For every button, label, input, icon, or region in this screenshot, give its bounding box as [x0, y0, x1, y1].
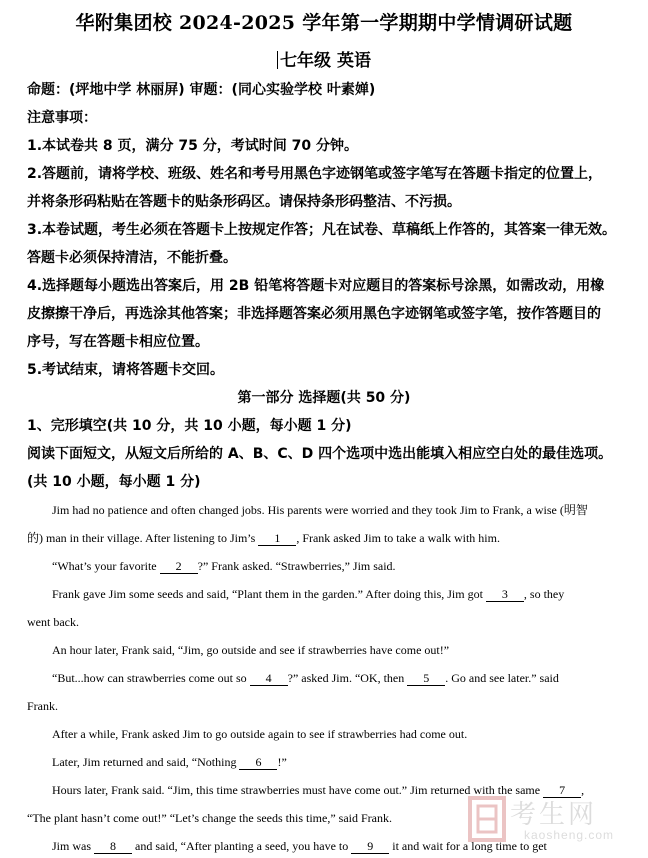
notice-line: 皮擦擦干净后，再选涂其他答案；非选择题答案必须用黑色字迹钢笔或签字笔，按作答题目的 — [27, 306, 601, 322]
passage-text: 的) man in their village. After listening to Jim’s — [27, 531, 259, 545]
passage-line — [52, 558, 638, 574]
blank-6: 6 — [239, 756, 277, 770]
blank-9: 9 — [351, 840, 389, 854]
subtitle-text: 七年级 英语 — [280, 51, 371, 71]
passage-line — [27, 530, 613, 546]
notice-line: 4.选择题每小题选出答案后，用 2B 铅笔将答题卡对应题目的答案标号涂黑，如需改动，用橡 — [27, 278, 605, 294]
notice-line: 2.答题前，请将学校、班级、姓名和考号用黑色字迹钢笔或签字笔写在答题卡指定的位置上， — [27, 166, 603, 182]
passage-line: went back. — [27, 615, 79, 629]
watermark — [468, 794, 638, 850]
instruction-line: 阅读下面短文，从短文后所给的 A、B、C、D 四个选项中选出能填入相应空白处的最佳选项。 — [27, 446, 613, 462]
blank-5: 5 — [407, 672, 445, 686]
passage-text: Jim was — [52, 839, 94, 853]
exam-subtitle — [0, 46, 648, 71]
notice-heading: 注意事项： — [27, 110, 97, 126]
passage-text: ?” asked Jim. “OK, then — [287, 671, 408, 685]
notice-line: 序号，写在答题卡相应位置。 — [27, 334, 209, 350]
passage-text: Hours later, Frank said. “Jim, this time strawberries must have come out.” Jim returned with the same — [52, 783, 544, 797]
passage-line: Jim had no patience and often changed jobs. His parents were worried and they took Jim to Frank, a wise (明智 — [52, 503, 588, 517]
passage-text: ?” Frank asked. “Strawberries,” Jim said. — [197, 559, 396, 573]
section-heading: 第一部分 选择题(共 50 分) — [237, 390, 411, 406]
watermark-logo-icon — [468, 796, 506, 842]
passage-line — [52, 670, 638, 686]
passage-text: Frank gave Jim some seeds and said, “Plant them in the garden.” After doing this, Jim got — [52, 587, 486, 601]
notice-line: 答题卡必须保持清洁，不能折叠。 — [27, 250, 237, 266]
part-title: 1、完形填空(共 10 分，共 10 小题，每小题 1 分) — [27, 418, 352, 434]
blank-2: 2 — [160, 560, 198, 574]
passage-line — [52, 586, 638, 602]
watermark-text: 考生网 — [510, 800, 598, 830]
passage-text: Later, Jim returned and said, “Nothing — [52, 755, 240, 769]
blank-7: 7 — [543, 784, 581, 798]
passage-text: !” — [277, 755, 287, 769]
passage-text: , — [581, 783, 585, 797]
passage-text: “But...how can strawberries come out so — [52, 671, 250, 685]
passage-line: An hour later, Frank said, “Jim, go outside and see if strawberries have come out!” — [52, 643, 450, 657]
text-cursor — [277, 51, 278, 69]
notice-line: 3.本卷试题，考生必须在答题卡上按规定作答；凡在试卷、草稿纸上作答的，其答案一律无效。 — [27, 222, 617, 238]
passage-line: Frank. — [27, 699, 58, 713]
passage-text: , so they — [523, 587, 565, 601]
blank-1: 1 — [258, 532, 296, 546]
passage-line — [52, 754, 638, 770]
passage-line: “The plant hasn’t come out!” “Let’s change the seeds this time,” said Frank. — [27, 811, 392, 825]
passage-text: “What’s your favorite — [52, 559, 160, 573]
credits: 命题：(坪地中学 林丽屏) 审题：(同心实验学校 叶素婵) — [27, 82, 376, 98]
passage-line: After a while, Frank asked Jim to go outside again to see if strawberries had come out. — [52, 727, 468, 741]
notice-line: 1.本试卷共 8 页，满分 75 分，考试时间 70 分钟。 — [27, 138, 359, 154]
passage-text: . Go and see later.” said — [445, 671, 559, 685]
watermark-url: kaosheng.com — [524, 828, 615, 842]
notice-line: 5.考试结束，请将答题卡交回。 — [27, 362, 225, 378]
passage-text: it and wait for a long time to get — [389, 839, 547, 853]
blank-4: 4 — [250, 672, 288, 686]
instruction-line: (共 10 小题，每小题 1 分) — [27, 474, 201, 490]
blank-8: 8 — [94, 840, 132, 854]
notice-line: 并将条形码粘贴在答题卡的贴条形码区。请保持条形码整洁、不污损。 — [27, 194, 461, 210]
blank-3: 3 — [486, 588, 524, 602]
exam-title: 华附集团校 2024-2025 学年第一学期期中学情调研试题 — [75, 12, 573, 34]
passage-text: and said, “After planting a seed, you have to — [132, 839, 352, 853]
passage-text: , Frank asked Jim to take a walk with him. — [296, 531, 500, 545]
